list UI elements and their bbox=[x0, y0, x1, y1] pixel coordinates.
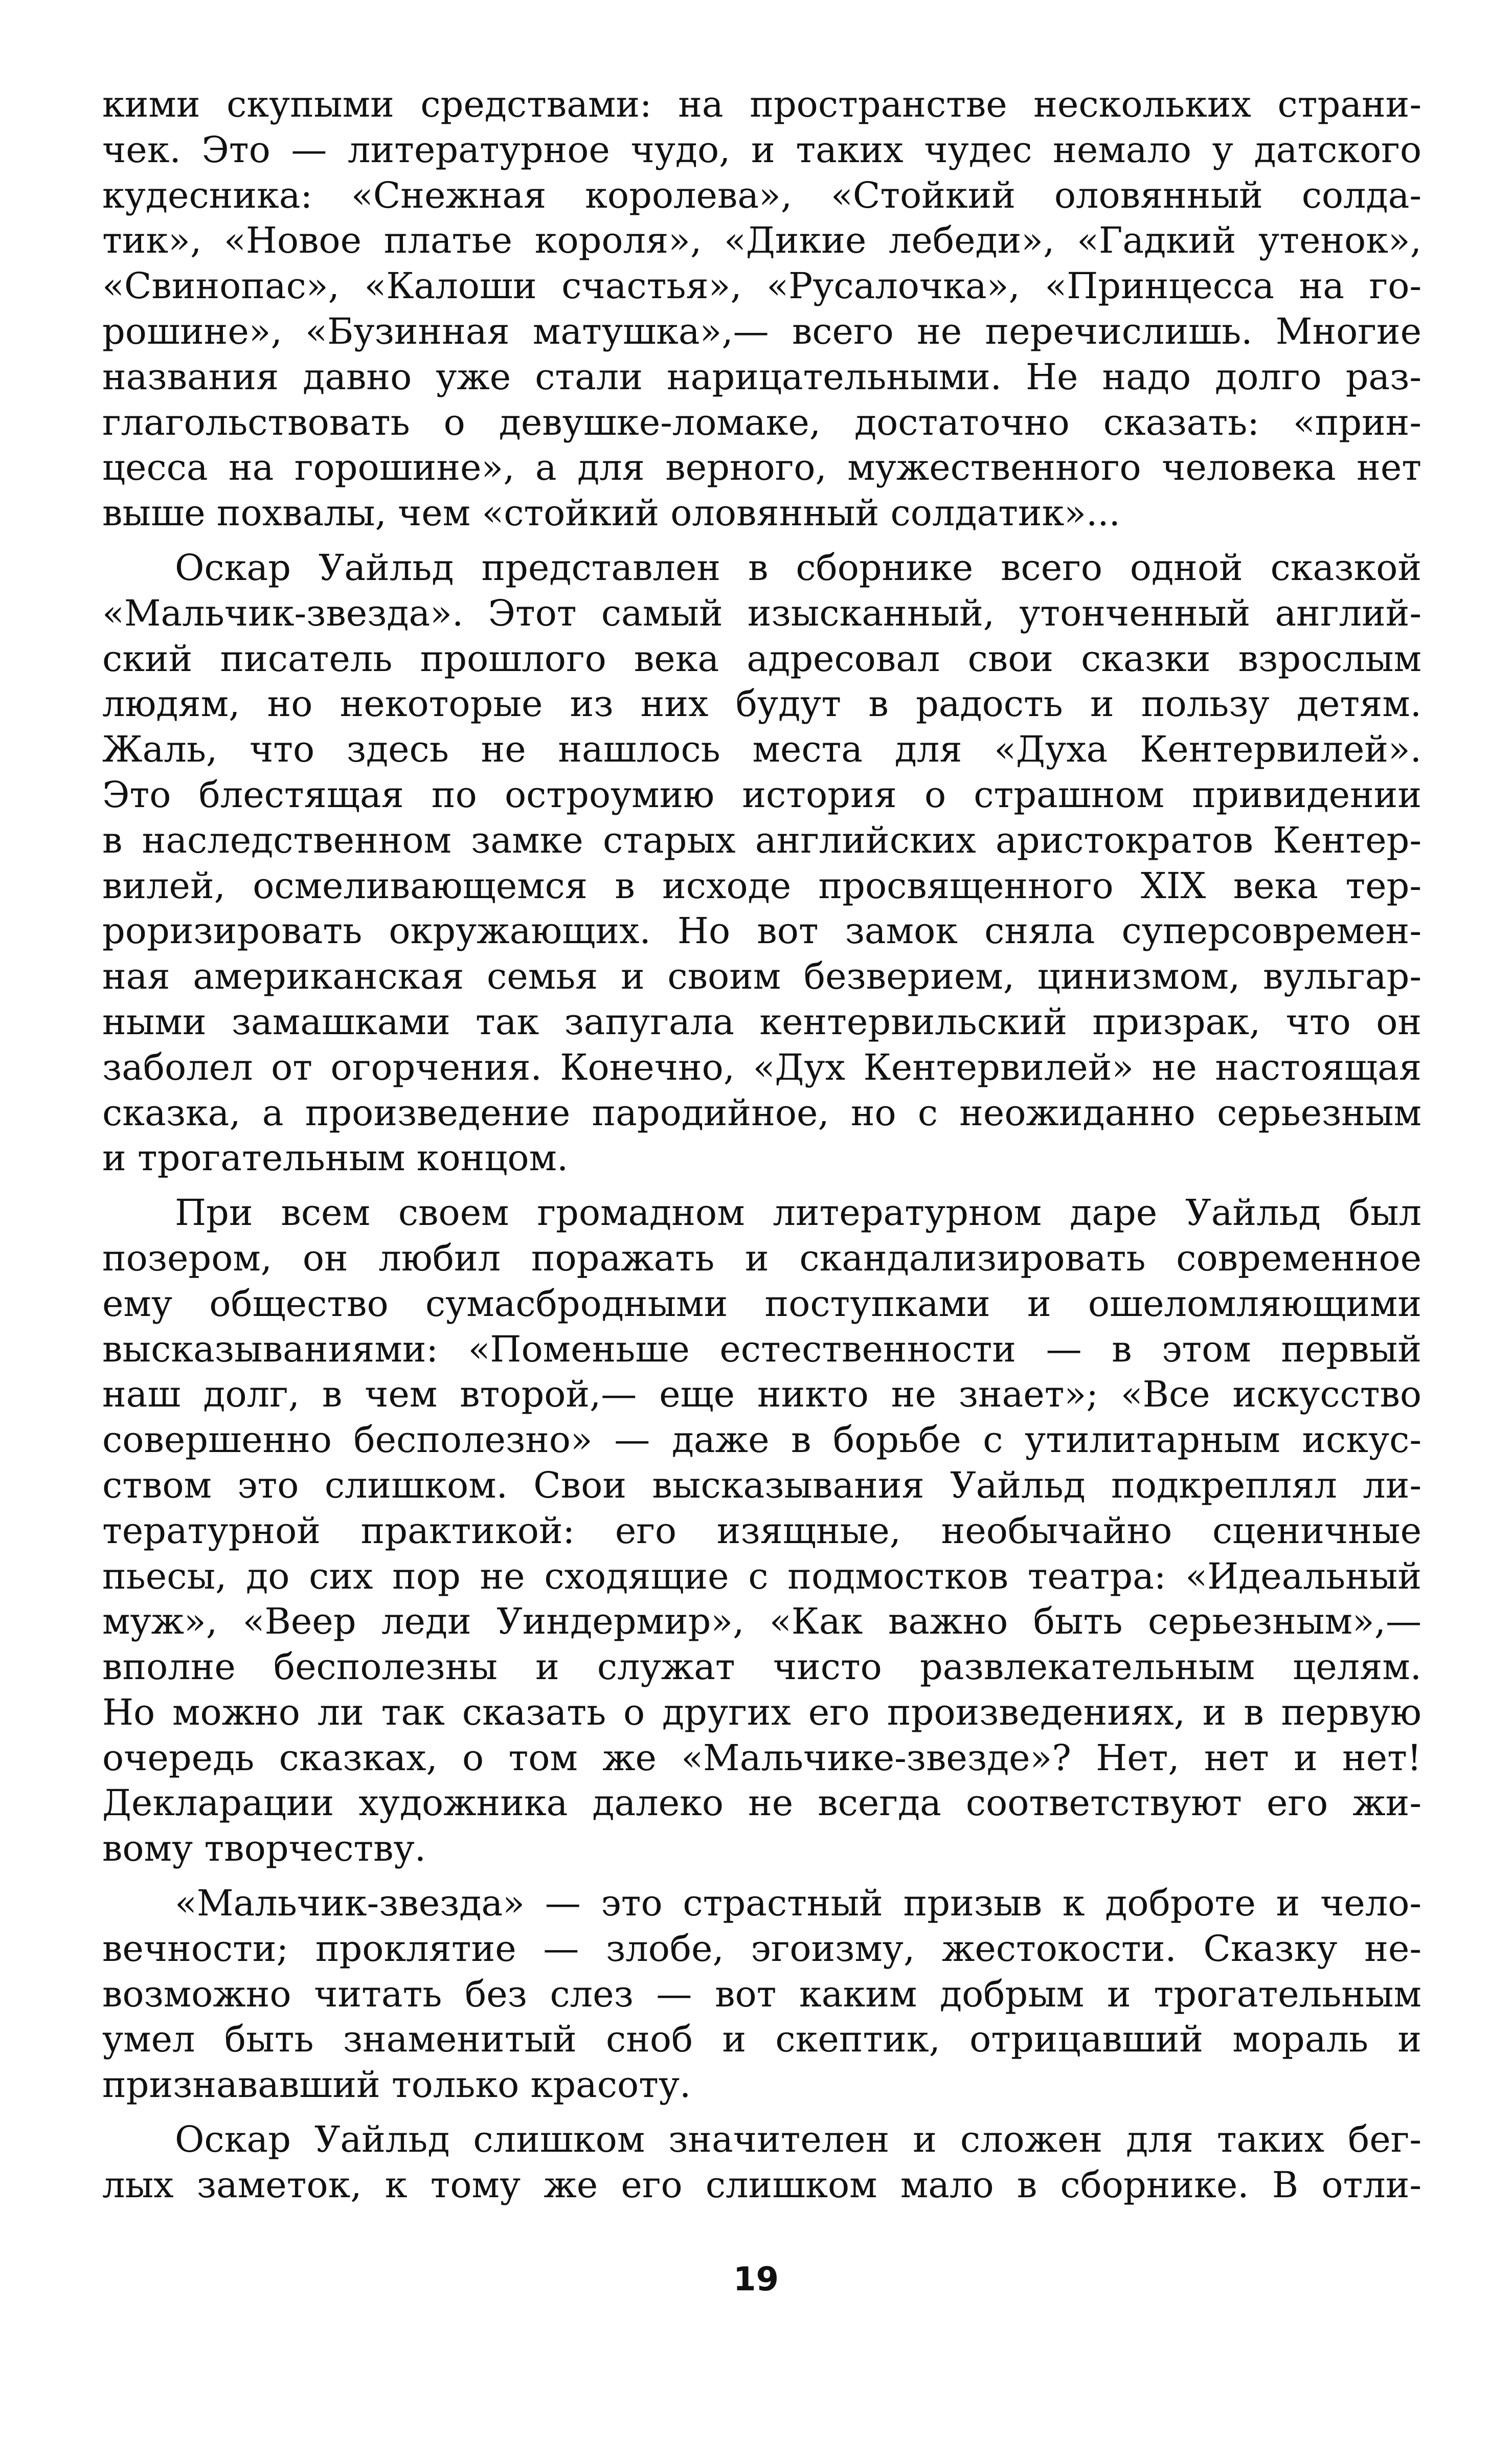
text-line: кими скупыми средствами: на пространстве нескольких страни- bbox=[102, 83, 1421, 125]
text-line: вполне бесполезны и служат чисто развлекательным целям. bbox=[102, 1646, 1421, 1688]
text-line: тик», «Новое платье короля», «Дикие лебеди», «Гадкий утенок», bbox=[102, 219, 1421, 262]
text-line: сказка, а произведение пародийное, но с неожиданно серьезным bbox=[102, 1091, 1421, 1134]
text-line: ными замашками так запугала кентервильский призрак, что он bbox=[102, 1000, 1421, 1043]
text-line: наш долг, в чем второй,— еще никто не знает»; «Все искусство bbox=[102, 1373, 1421, 1416]
text-line: При всем своем громадном литературном даре Уайльд был bbox=[175, 1192, 1421, 1234]
text-line: позером, он любил поражать и скандализировать современное bbox=[102, 1237, 1421, 1279]
paragraph bbox=[102, 82, 1421, 536]
text-line: Но можно ли так сказать о других его произведениях, и в первую bbox=[102, 1691, 1421, 1733]
text-line: людям, но некоторые из них будут в радость и пользу детям. bbox=[102, 683, 1421, 725]
text-line: рошине», «Бузинная матушка»,— всего не перечислишь. Многие bbox=[102, 310, 1421, 352]
text-line: ная американская семья и своим безверием, цинизмом, вульгар- bbox=[102, 955, 1421, 998]
text-line: Оскар Уайльд представлен в сборнике всего одной сказкой bbox=[175, 546, 1421, 589]
body-text bbox=[102, 82, 1421, 2217]
text-line: умел быть знаменитый сноб и скептик, отрицавший мораль и bbox=[102, 2018, 1421, 2061]
text-line: вечности; проклятие — злобе, эгоизму, жестокости. Сказку не- bbox=[102, 1927, 1421, 1970]
text-line: вому творчеству. bbox=[102, 1827, 426, 1870]
text-line: тературной практикой: его изящные, необычайно сценичные bbox=[102, 1509, 1421, 1552]
text-line: совершенно бесполезно» — даже в борьбе с утилитарным искус- bbox=[102, 1419, 1421, 1461]
text-line: пьесы, до сих пор не сходящие с подмостков театра: «Идеальный bbox=[102, 1555, 1421, 1597]
text-line: Жаль, что здесь не нашлось места для «Духа Кентервилей». bbox=[102, 728, 1421, 771]
text-line: кудесника: «Снежная королева», «Стойкий оловянный солда- bbox=[102, 174, 1421, 216]
page-number: 19 bbox=[733, 2261, 779, 2298]
text-line: «Мальчик-звезда» — это страстный призыв к доброте и чело- bbox=[175, 1882, 1421, 1925]
text-line: ему общество сумасбродными поступками и ошеломляющими bbox=[102, 1282, 1421, 1325]
text-line: ством это слишком. Свои высказывания Уайльд подкреплял ли- bbox=[102, 1464, 1421, 1506]
text-line: лых заметок, к тому же его слишком мало в сборнике. В отли- bbox=[102, 2163, 1421, 2206]
text-line: «Свинопас», «Калоши счастья», «Русалочка», «Принцесса на го- bbox=[102, 265, 1421, 307]
text-line: Декларации художника далеко не всегда соответствуют его жи- bbox=[102, 1782, 1421, 1824]
paragraph bbox=[102, 2117, 1421, 2208]
text-line: цесса на горошине», а для верного, мужественного человека нет bbox=[102, 447, 1421, 489]
text-line: ский писатель прошлого века адресовал свои сказки взрослым bbox=[102, 637, 1421, 680]
text-line: выше похвалы, чем «стойкий оловянный солдатик»... bbox=[102, 492, 1120, 534]
text-line: роризировать окружающих. Но вот замок сняла суперсовремен- bbox=[102, 910, 1421, 952]
text-line: муж», «Веер леди Уиндермир», «Как важно быть серьезным»,— bbox=[102, 1600, 1421, 1643]
text-line: возможно читать без слез — вот каким добрым и трогательным bbox=[102, 1973, 1421, 2015]
text-line: и трогательным концом. bbox=[102, 1137, 569, 1179]
text-line: названия давно уже стали нарицательными. Не надо долго раз- bbox=[102, 355, 1421, 398]
paragraph bbox=[102, 1881, 1421, 2108]
text-line: глагольствовать о девушке-ломаке, достаточно сказать: «прин- bbox=[102, 401, 1421, 443]
text-line: «Мальчик-звезда». Этот самый изысканный, утонченный англий- bbox=[102, 592, 1421, 634]
paragraph bbox=[102, 1190, 1421, 1871]
text-line: заболел от огорчения. Конечно, «Дух Кентервилей» не настоящая bbox=[102, 1046, 1421, 1088]
text-line: чек. Это — литературное чудо, и таких чудес немало у датского bbox=[102, 128, 1421, 171]
text-line: Это блестящая по остроумию история о страшном привидении bbox=[102, 773, 1421, 816]
text-line: вилей, осмеливающемся в исходе просвященного XIX века тер- bbox=[102, 864, 1421, 907]
text-line: высказываниями: «Поменьше естественности — в этом первый bbox=[102, 1328, 1421, 1370]
paragraph bbox=[102, 545, 1421, 1181]
text-line: очередь сказках, о том же «Мальчике-звезде»? Нет, нет и нет! bbox=[102, 1736, 1421, 1779]
text-line: признававший только красоту. bbox=[102, 2064, 691, 2106]
text-line: Оскар Уайльд слишком значителен и сложен для таких бег- bbox=[175, 2118, 1421, 2161]
text-line: в наследственном замке старых английских аристократов Кентер- bbox=[102, 819, 1421, 861]
